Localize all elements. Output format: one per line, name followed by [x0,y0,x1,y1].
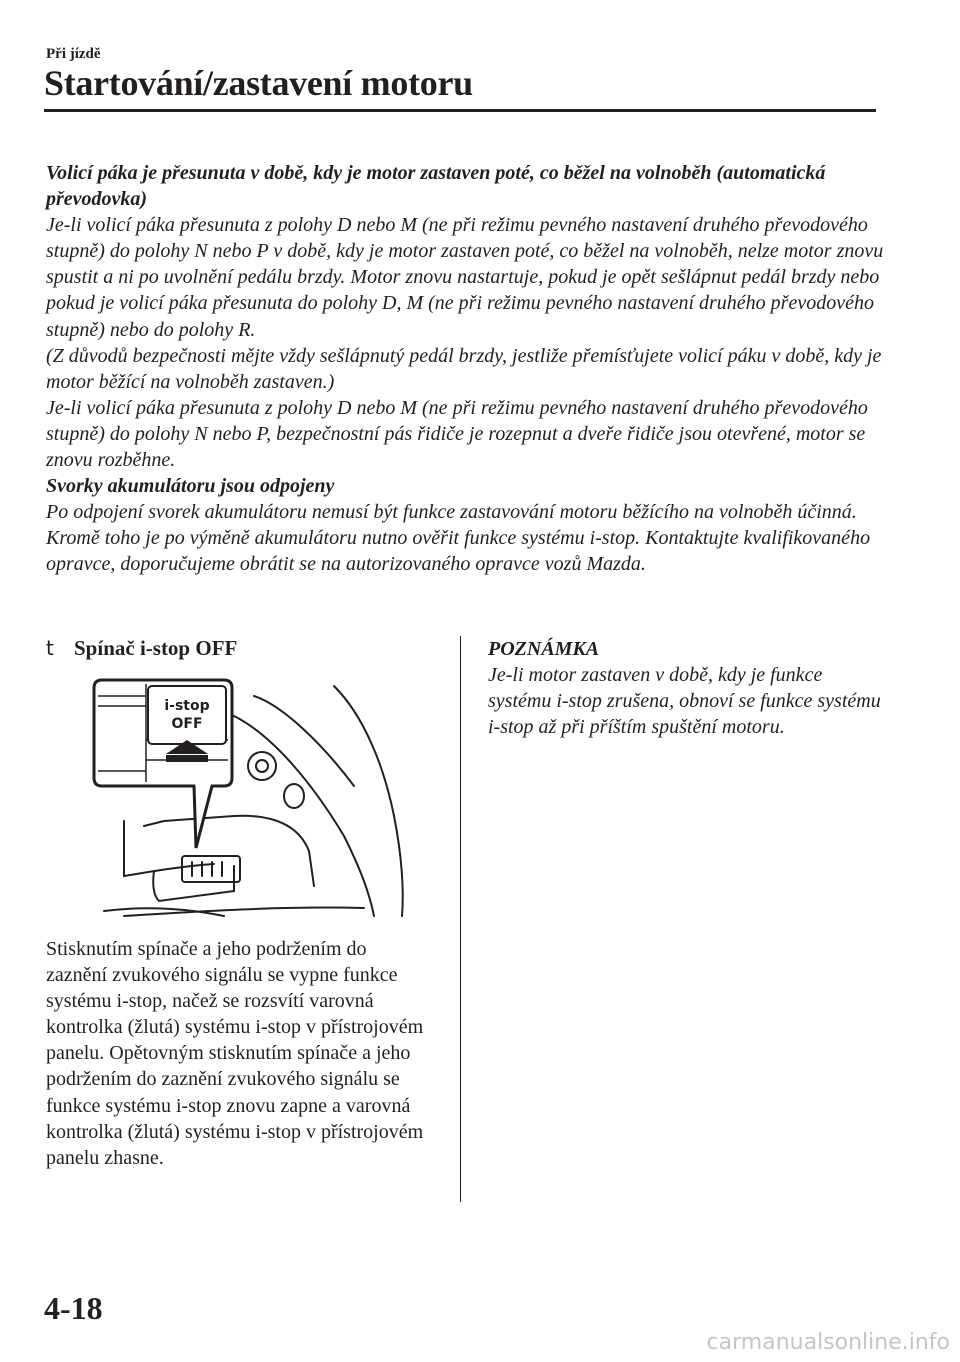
bullet-icon: t [46,636,54,660]
note-paragraph: (Z důvodů bezpečnosti mějte vždy sešlápnutý pedál brzdy, jestliže přemísťujete volicí páku v době, kdy je motor běžící na volnoběh zastaven.) [46,344,882,393]
note-paragraph: Je-li volicí páka přesunuta z polohy D nebo M (ne při režimu pevného nastavení druhého převodového stupně) do polohy N nebo P, bezpečnostní pás řidiče je rozepnut a dveře řidiče jsou otevřené, motor se znovu rozběhne. [46,396,868,472]
note-heading: Volicí páka je přesunuta v době, kdy je motor zastaven poté, co běžel na volnoběh (automatická převodovka) [46,162,826,211]
switch-body-text: Stisknutím spínače a jeho podržením do zaznění zvukového signálu se vypne funkce systému i-stop, načež se rozsvítí varovná kontrolka (žlutá) systému i-stop v přístrojovém panelu. Opětovným stisknutím spínače a jeho podržením do zaznění zvukového signálu se funkce systému i-stop znovu zapne a varovná kontrolka (žlutá) systému i-stop v přístrojovém panelu zhasne. [46,938,424,1169]
istop-label-line2: OFF [171,716,203,732]
notes-block [46,160,886,578]
page-title: Startování/zastavení motoru [44,63,473,103]
watermark: carmanualsonline.info [706,1330,950,1355]
section-label: Při jízdě [46,46,101,62]
istop-switch-figure [84,676,424,926]
switch-heading-text: Spínač i-stop OFF [74,636,238,660]
note-heading: Svorky akumulátoru jsou odpojeny [46,475,335,498]
switch-section [46,636,436,661]
side-note-label: POZNÁMKA [488,638,600,660]
note-paragraph: Je-li volicí páka přesunuta z polohy D nebo M (ne při režimu pevného nastavení druhého převodového stupně) do polohy N nebo P v době, kdy je motor zastaven poté, co běžel na volnoběh, nelze motor znovu spustit a ni po uvolnění pedálu brzdy. Motor znovu nastartuje, pokud je opět sešlápnut pedál brzdy nebo pokud je volicí páka přesunuta do polohy D, M (ne při režimu pevného nastavení druhého převodového stupně) nebo do polohy R. [46,214,884,341]
column-divider [460,636,461,1202]
side-note-text: Je-li motor zastaven v době, kdy je funkce systému i-stop zrušena, obnoví se funkce systému i-stop až při příštím spuštění motoru. [488,664,881,739]
page-number: 4-18 [44,1290,103,1326]
istop-label-line1: i-stop [164,698,210,714]
side-note [488,636,888,740]
istop-button [148,686,226,744]
switch-heading [46,636,436,661]
note-paragraph: Po odpojení svorek akumulátoru nemusí být funkce zastavování motoru běžícího na volnoběh účinná. Kromě toho je po výměně akumulátoru nutno ověřit funkce systému i-stop. Kontaktujte kvalifikovaného opravce, doporučujeme obrátit se na autorizovaného opravce vozů Mazda. [46,501,871,576]
title-rule [44,109,876,112]
